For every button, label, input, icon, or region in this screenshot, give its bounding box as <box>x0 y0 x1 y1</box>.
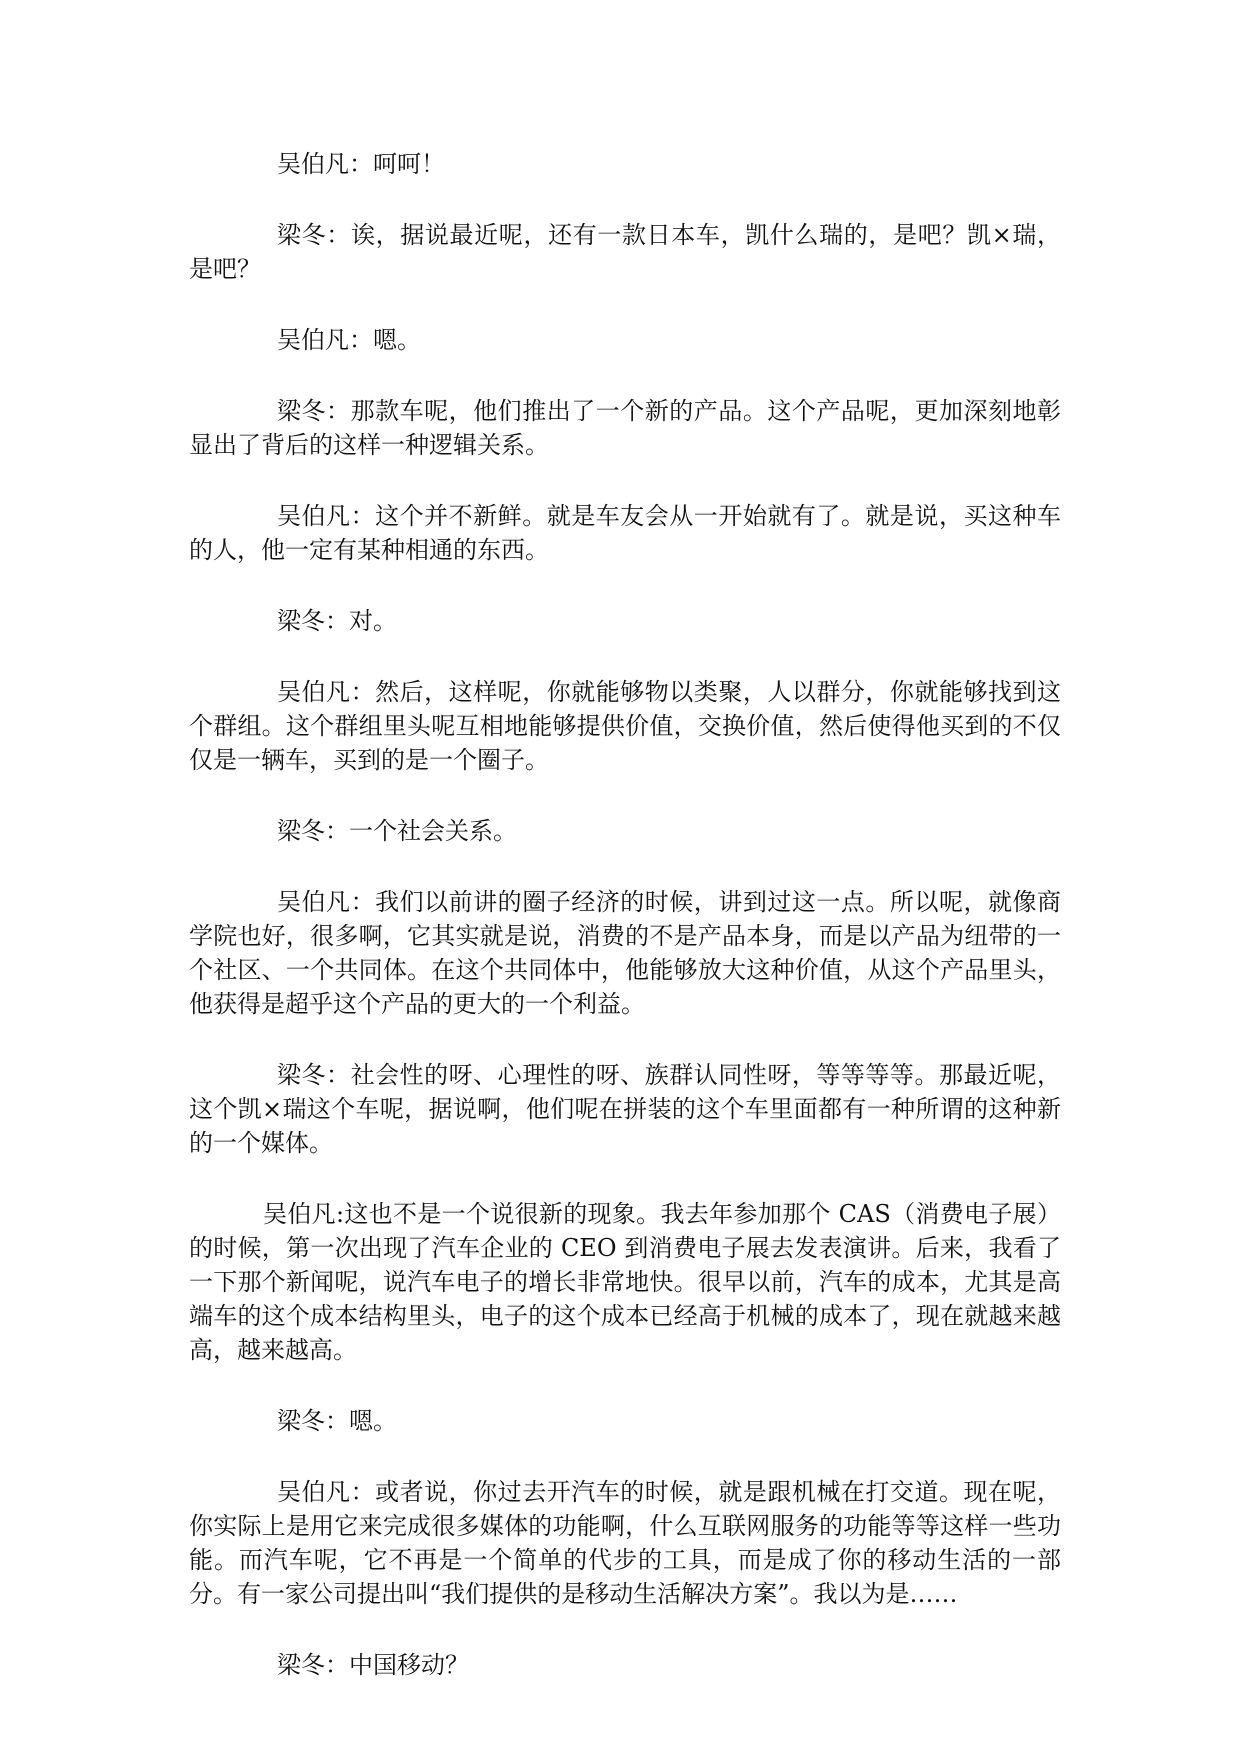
speaker-separator: ： <box>325 1407 349 1435</box>
dialogue-paragraph <box>189 323 1061 357</box>
speaker-separator: ： <box>326 397 351 425</box>
paragraph-text: 呵呵！ <box>373 150 445 178</box>
paragraph-text: 嗯。 <box>373 326 421 354</box>
dialogue-paragraph <box>189 1404 1061 1438</box>
speaker-name: 梁冬 <box>277 221 327 249</box>
speaker-separator: : <box>335 1200 345 1228</box>
dialogue-paragraph <box>189 1197 1061 1367</box>
dialogue-paragraph <box>189 218 1061 286</box>
paragraph-text: 一个社会关系。 <box>349 817 517 845</box>
paragraph-text: 对。 <box>349 607 397 635</box>
speaker-name: 吴伯凡 <box>277 1478 351 1506</box>
paragraph-text: 这个并不新鲜。就是车友会从一开始就有了。就是说，买这种车的人，他一定有某种相通的东西。 <box>189 502 1062 564</box>
speaker-name: 吴伯凡 <box>277 888 351 916</box>
dialogue-paragraph <box>189 604 1061 638</box>
speaker-separator: ： <box>326 221 351 249</box>
speaker-separator: ： <box>350 502 376 530</box>
speaker-separator: ： <box>350 678 376 706</box>
speaker-name: 吴伯凡 <box>263 1200 336 1228</box>
speaker-name: 梁冬 <box>277 397 327 425</box>
speaker-separator: ： <box>350 888 376 916</box>
speaker-separator: ： <box>325 607 349 635</box>
speaker-separator: ： <box>325 1651 349 1679</box>
dialogue-paragraph <box>189 394 1061 462</box>
speaker-name: 吴伯凡 <box>277 502 351 530</box>
paragraph-text: 或者说，你过去开汽车的时候，就是跟机械在打交道。现在呢，你实际上是用它来完成很多媒体的功能啊，什么互联网服务的功能等等这样一些功能。而汽车呢，它不再是一个简单的代步的工具，而是成了你的移动生活的一部分。有一家公司提出叫“我们提供的是移动生活解决方案”。我以为是…… <box>189 1478 1062 1608</box>
dialogue-paragraph <box>189 1475 1061 1611</box>
speaker-name: 梁冬 <box>277 1651 325 1679</box>
paragraph-text: 然后，这样呢，你就能够物以类聚，人以群分，你就能够找到这个群组。这个群组里头呢互相地能够提供价值，交换价值，然后使得他买到的不仅仅是一辆车，买到的是一个圈子。 <box>189 678 1062 774</box>
dialogue-paragraph <box>189 1648 1061 1682</box>
speaker-name: 梁冬 <box>277 1061 327 1089</box>
speaker-separator: ： <box>325 817 349 845</box>
speaker-separator: ： <box>349 150 373 178</box>
dialogue-paragraph <box>189 147 1061 181</box>
speaker-name: 吴伯凡 <box>277 678 351 706</box>
dialogue-paragraph <box>189 885 1061 1021</box>
speaker-name: 梁冬 <box>277 1407 325 1435</box>
paragraph-text: 这也不是一个说很新的现象。我去年参加那个 CAS（消费电子展）的时候，第一次出现了汽车企业的 CEO 到消费电子展去发表演讲。后来，我看了一下那个新闻呢，说汽车电子的增长非常地快。很早以前，汽车的成本，尤其是高端车的这个成本结构里头，电子的这个成本已经高于机械的成本了，现在就越来越高，越来越高。 <box>189 1200 1062 1364</box>
speaker-separator: ： <box>326 1061 351 1089</box>
paragraph-text: 嗯。 <box>349 1407 397 1435</box>
dialogue-paragraph <box>189 499 1061 567</box>
dialogue-paragraph <box>189 675 1061 777</box>
dialogue-paragraph <box>189 814 1061 848</box>
speaker-name: 梁冬 <box>277 817 325 845</box>
dialogue-paragraph <box>189 1058 1061 1160</box>
paragraph-text: 我们以前讲的圈子经济的时候，讲到过这一点。所以呢，就像商学院也好，很多啊，它其实就是说，消费的不是产品本身，而是以产品为纽带的一个社区、一个共同体。在这个共同体中，他能够放大这种价值，从这个产品里头，他获得是超乎这个产品的更大的一个利益。 <box>189 888 1062 1018</box>
speaker-name: 梁冬 <box>277 607 325 635</box>
speaker-separator: ： <box>350 1478 376 1506</box>
paragraph-text: 诶，据说最近呢，还有一款日本车，凯什么瑞的，是吧？凯×瑞，是吧？ <box>189 221 1062 283</box>
paragraph-text: 社会性的呀、心理性的呀、族群认同性呀，等等等等。那最近呢，这个凯×瑞这个车呢，据说啊，他们呢在拼装的这个车里面都有一种所谓的这种新的一个媒体。 <box>189 1061 1062 1157</box>
speaker-separator: ： <box>349 326 373 354</box>
speaker-name: 吴伯凡 <box>277 150 349 178</box>
paragraph-text: 中国移动？ <box>349 1651 469 1679</box>
paragraph-text: 那款车呢，他们推出了一个新的产品。这个产品呢，更加深刻地彰显出了背后的这样一种逻辑关系。 <box>189 397 1062 459</box>
speaker-name: 吴伯凡 <box>277 326 349 354</box>
dialogue-body <box>189 147 1061 1719</box>
